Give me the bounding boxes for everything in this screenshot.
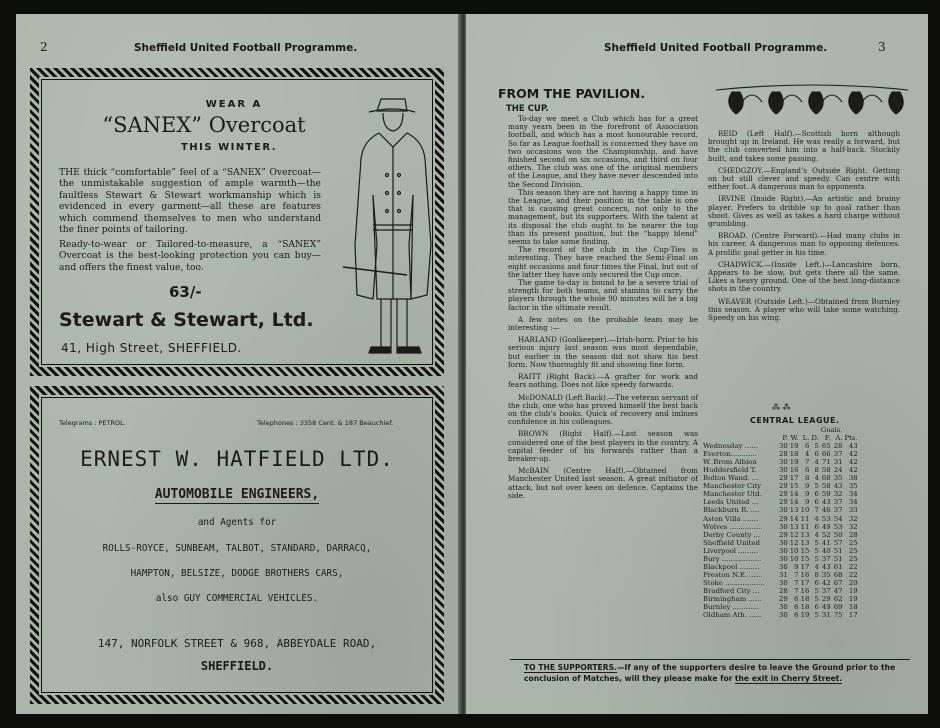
stat-cell: 30 — [779, 578, 788, 587]
stat-cell: 28 — [779, 586, 788, 595]
paragraph: This season they are not having a happy time in the League, and their position in the table is one that is causing great concern, not only to the management, but its supporters. With the talent at its disposal the club ought to be nearer the top than its present position, but the “happy blend” seems to take some finding. — [508, 187, 698, 247]
agents-line: and Agents for — [197, 517, 277, 528]
stat-cell: 15 — [800, 546, 810, 555]
stat-cell: 29 — [779, 498, 788, 507]
stat-cell: 12 — [789, 530, 799, 539]
stat-cell: 58 — [821, 482, 831, 491]
team-name: Huddersfield T. — [703, 466, 757, 475]
stat-cell: 30 — [779, 546, 788, 555]
league-row — [703, 490, 860, 498]
team-name: Manchester City — [703, 482, 761, 491]
central-league-title: CENTRAL LEAGUE. — [750, 416, 840, 425]
sanex-address: 41, High Street, SHEFFIELD. — [61, 341, 242, 355]
stat-cell: 30 — [779, 603, 788, 612]
stat-cell: 49 — [821, 522, 831, 531]
league-row — [703, 611, 860, 619]
running-head-left: Sheffield United Football Programme. — [134, 42, 358, 54]
stat-cell: 7 — [814, 506, 819, 515]
page-number-left: 2 — [40, 40, 48, 54]
column-header — [703, 434, 779, 442]
stat-cell: 51 — [833, 554, 843, 563]
stat-cell: 25 — [848, 546, 858, 555]
column-header: L. — [802, 434, 810, 443]
team-name: Birmingham ...... — [703, 594, 762, 603]
team-name: Bury .................. — [703, 554, 762, 563]
player-note: CHEDGZOY.—England’s Outside Right. Getting on but still clever and speedy. Can centre with either foot. A dangerous man to opponents. — [708, 165, 900, 192]
player-note: HARLAND (Goalkeeper).—Irish-born. Prior to his serious injury last season was most dependable, but earlier in the season did not show his best form. Now thoroughly fit and showing fine form. — [508, 335, 698, 369]
team-name: W. Brom Albion — [703, 458, 757, 467]
stat-cell: 7 — [794, 586, 799, 595]
cup-heading: THE CUP. — [506, 104, 549, 114]
stat-cell: 22 — [848, 562, 858, 571]
stat-cell: 15 — [789, 482, 799, 491]
stat-cell: 53 — [821, 514, 831, 523]
stat-cell: 11 — [800, 514, 810, 523]
stat-cell: 13 — [789, 522, 799, 531]
page-number-right: 3 — [878, 40, 886, 54]
player-note: McBAIN (Centre Half).—Obtained from Manchester United last season. A great initiator of attack, but not over keen on defence. Captains the side. — [508, 466, 698, 500]
stat-cell: 30 — [779, 554, 788, 563]
column-header-row — [703, 434, 860, 442]
stat-cell: 5 — [814, 442, 819, 451]
stat-cell: 29 — [779, 474, 788, 483]
stat-cell: 59 — [821, 490, 831, 499]
stat-cell: 53 — [833, 522, 843, 531]
sanex-title: “SANEX” Overcoat — [102, 113, 306, 137]
notice-exit: the exit in Cherry Street. — [734, 673, 843, 683]
telephones-line: Telephones : 3358 Cent. & 187 Beauchief. — [257, 419, 394, 427]
stat-cell: 42 — [848, 466, 858, 475]
stat-cell: 35 — [848, 482, 858, 491]
pavilion-title: FROM THE PAVILION. — [498, 86, 646, 101]
stat-cell: 43 — [821, 562, 831, 571]
stat-cell: 8 — [804, 474, 810, 483]
stat-cell: 65 — [821, 442, 831, 451]
league-row — [703, 531, 860, 539]
sanex-subtitle: THIS WINTER. — [180, 142, 278, 153]
league-row — [703, 442, 860, 450]
team-name: Everton............ — [703, 450, 757, 459]
stat-cell: 40 — [821, 546, 831, 555]
gentleman-in-overcoat-illustration — [337, 95, 447, 367]
stat-cell: 37 — [833, 450, 843, 459]
stat-cell: 12 — [789, 538, 799, 547]
stat-cell: 10 — [789, 554, 799, 563]
leaf-ornament-icon — [712, 82, 912, 122]
stat-cell: 16 — [789, 466, 799, 475]
stat-cell: 35 — [833, 474, 843, 483]
stat-cell: 13 — [800, 530, 810, 539]
team-name: Burnley ............ — [703, 603, 759, 612]
player-note: CHADWICK.—(Inside Left.)—Lancashire born. Appears to be slow, but gets there all the same. Likes a heavy ground. One of the best long-distance shots in the country. — [708, 259, 900, 294]
stat-cell: 4 — [814, 530, 819, 539]
stat-cell: 19 — [848, 594, 858, 603]
league-row — [703, 474, 860, 482]
stat-cell: 52 — [821, 530, 831, 539]
stat-cell: 31 — [833, 458, 843, 467]
team-name: Wednesday ...... — [703, 442, 758, 451]
stat-cell: 4 — [814, 514, 819, 523]
hatfield-address: 147, NORFOLK STREET & 968, ABBEYDALE ROAD, — [97, 637, 377, 650]
hatfield-trade-text: AUTOMOBILE ENGINEERS, — [154, 487, 320, 502]
team-name: Wolves ............... — [703, 522, 763, 531]
league-row — [703, 506, 860, 514]
stat-cell: 6 — [804, 442, 810, 451]
stat-cell: 32 — [848, 522, 858, 531]
player-note: REID (Left Half).—Scottish born although brought up in Ireland. He was really a forward, but the club converted him into a half-back. Stockily built, and takes some passing. — [708, 129, 900, 163]
asterism-ornament: ⁂ ⁂ — [772, 403, 791, 412]
stat-cell: 5 — [814, 586, 819, 595]
paragraph: A few notes on the probable team may be interesting :— — [508, 314, 698, 333]
notice-text: —If any of the supporters desire to leave the Ground prior to the conclusion of Matches, will they please make for — [524, 663, 896, 683]
stat-cell: 6 — [814, 490, 819, 499]
notice-rule-top — [510, 659, 910, 660]
stat-cell: 38 — [848, 474, 858, 483]
stat-cell: 6 — [814, 498, 819, 507]
sanex-body-copy: THE thick “comfortable” feel of a “SANEX” Overcoat—the unmistakable suggestion of ample warmth—the faultless Stewart & Stewart workmanship which is evidenced in every garment—all these are features which commend themselves to men who understand the finer points of tailoring. — [59, 167, 321, 236]
column-header: Pts. — [844, 434, 858, 443]
team-name: Preston N.E. ...... — [703, 570, 763, 579]
stat-cell: 9 — [804, 490, 810, 499]
stat-cell: 37 — [821, 554, 831, 563]
team-name: Oldham Ath. ...... — [703, 611, 763, 620]
stat-cell: 7 — [794, 570, 799, 579]
stat-cell: 14 — [789, 490, 799, 499]
stat-cell: 30 — [779, 466, 788, 475]
supporters-notice — [524, 663, 896, 685]
column-header: A. — [835, 434, 843, 443]
stat-cell: 7 — [804, 458, 810, 467]
column-header: W. — [790, 434, 799, 443]
stat-cell: 4 — [804, 450, 810, 459]
stat-cell: 31 — [779, 570, 788, 579]
stat-cell: 34 — [848, 490, 858, 499]
sanex-wear-line: WEAR A — [205, 99, 263, 110]
stat-cell: 7 — [794, 578, 799, 587]
stat-cell: 20 — [848, 578, 858, 587]
stat-cell: 17 — [848, 611, 858, 620]
stat-cell: 5 — [814, 611, 819, 620]
team-name: Blackpool ......... — [703, 562, 760, 571]
stat-cell: 15 — [800, 554, 810, 563]
team-name: Stoke .................. — [703, 578, 765, 587]
stat-cell: 32 — [848, 514, 858, 523]
stat-cell: 18 — [800, 603, 810, 612]
running-head-right: Sheffield United Football Programme. — [604, 42, 828, 54]
stat-cell: 17 — [800, 578, 810, 587]
league-row — [703, 587, 860, 595]
stat-cell: 9 — [804, 498, 810, 507]
league-row — [703, 603, 860, 611]
stat-cell: 4 — [814, 562, 819, 571]
hatfield-trade — [49, 487, 425, 502]
stat-cell: 29 — [779, 594, 788, 603]
paragraph: The record of the club in the Cup-Ties is interesting. They have reached the Semi-Final on eight occasions and four times the Final, but out of the latter they have only secured the Cup once. — [508, 245, 698, 279]
league-row — [703, 539, 860, 547]
stat-cell: 69 — [833, 603, 843, 612]
column-header: D. — [811, 434, 819, 443]
stat-cell: 32 — [833, 490, 843, 499]
stat-cell: 29 — [779, 514, 788, 523]
team-name: Bolton Wand. ... — [703, 474, 759, 483]
player-note: BROWN (Right Half).—Last season was considered one of the best players in the country. A capital feeder of his forwards rather than a breaker-up. — [508, 429, 698, 463]
stat-cell: 37 — [833, 498, 843, 507]
league-row — [703, 466, 860, 474]
league-row — [703, 458, 860, 466]
stat-cell: 18 — [848, 603, 858, 612]
stat-cell: 68 — [833, 570, 843, 579]
stat-cell: 13 — [800, 538, 810, 547]
league-row — [703, 482, 860, 490]
stat-cell: 30 — [779, 562, 788, 571]
central-league-table — [703, 426, 860, 619]
stat-cell: 4 — [814, 458, 819, 467]
league-row — [703, 498, 860, 506]
stat-cell: 28 — [833, 442, 843, 451]
paragraph: To-day we meet a Club which has for a great many years been in the forefront of Association football, and which has a most honourable record. So far as League football is concerned they have on two occasions won the Championship, and have finished second on six occasions, and third on four others. The club was one of the original members of the League, and they have never descended into the Second Division. — [508, 114, 698, 189]
stat-cell: 30 — [779, 506, 788, 515]
team-name: Manchester Utd. — [703, 490, 763, 499]
stat-cell: 58 — [821, 466, 831, 475]
stat-cell: 17 — [800, 562, 810, 571]
goals-header-row — [703, 426, 860, 434]
stat-cell: 6 — [794, 611, 799, 620]
stat-cell: 9 — [794, 562, 799, 571]
stat-cell: 42 — [848, 458, 858, 467]
stat-cell: 19 — [789, 442, 799, 451]
stat-cell: 71 — [821, 458, 831, 467]
stat-cell: 13 — [789, 506, 799, 515]
brands-line-2: HAMPTON, BELSIZE, DODGE BROTHERS CARS, — [130, 568, 344, 579]
stat-cell: 43 — [848, 442, 858, 451]
stat-cell: 41 — [821, 538, 831, 547]
stat-cell: 57 — [833, 538, 843, 547]
stat-cell: 37 — [833, 506, 843, 515]
stat-cell: 30 — [779, 442, 788, 451]
stat-cell: 6 — [794, 594, 799, 603]
league-row — [703, 450, 860, 458]
stat-cell: 17 — [789, 474, 799, 483]
stat-cell: 29 — [779, 482, 788, 491]
stat-cell: 30 — [779, 611, 788, 620]
league-row — [703, 555, 860, 563]
stat-cell: 35 — [821, 570, 831, 579]
stat-cell: 30 — [779, 458, 788, 467]
stat-cell: 19 — [789, 458, 799, 467]
stat-cell: 68 — [821, 474, 831, 483]
stat-cell: 24 — [833, 466, 843, 475]
player-note: McDONALD (Left Back).—The veteran servant of the club, one who has proved himself the best back on the club’s books. Quick of recovery and imbues confidence in his colleagues. — [508, 392, 698, 427]
stat-cell: 10 — [800, 506, 810, 515]
stat-cell: 43 — [833, 482, 843, 491]
stat-cell: 8 — [814, 570, 819, 579]
stat-cell: 42 — [848, 450, 858, 459]
brands-line-3: also GUY COMMERCIAL VEHICLES. — [155, 593, 319, 604]
column-header: P. — [782, 434, 788, 443]
paragraph: The game to-day is bound to be a severe trial of strength for both teams, and stamina to carry the players through the whole 90 minutes will be a big factor in the ultimate result. — [508, 278, 698, 312]
stat-cell: 10 — [789, 546, 799, 555]
stat-cell: 30 — [779, 522, 788, 531]
player-note: BROAD. (Centre Forward).—Had many clubs in his career. A dangerous man to opposing defences. A prolific goal getter in his time. — [708, 231, 900, 257]
player-note: WEAVER (Outside Left.)—Obtained from Burnley this season. A player who will take some watching. Speedy on his wing. — [708, 296, 900, 323]
stat-cell: 51 — [833, 546, 843, 555]
stat-cell: 18 — [800, 594, 810, 603]
left-page — [16, 14, 460, 714]
stat-cell: 8 — [814, 466, 819, 475]
stat-cell: 29 — [821, 594, 831, 603]
column-header: F. — [824, 434, 831, 443]
stat-cell: 18 — [789, 450, 799, 459]
stat-cell: 5 — [814, 554, 819, 563]
stat-cell: 6 — [804, 466, 810, 475]
stat-cell: 66 — [821, 450, 831, 459]
hatfield-advert — [30, 386, 444, 704]
stat-cell: 49 — [821, 603, 831, 612]
stat-cell: 28 — [779, 450, 788, 459]
stat-cell: 50 — [833, 530, 843, 539]
stat-cell: 19 — [800, 611, 810, 620]
stat-cell: 43 — [821, 498, 831, 507]
stat-cell: 6 — [814, 578, 819, 587]
stat-cell: 25 — [848, 554, 858, 563]
stat-cell: 6 — [794, 603, 799, 612]
stat-cell: 25 — [848, 538, 858, 547]
pavilion-right-column — [708, 130, 900, 322]
stat-cell: 5 — [814, 538, 819, 547]
notice-lead: TO THE SUPPORTERS. — [524, 663, 617, 672]
stat-cell: 61 — [833, 562, 843, 571]
stat-cell: 42 — [821, 578, 831, 587]
sanex-price: 63/- — [169, 283, 202, 301]
stat-cell: 14 — [789, 514, 799, 523]
stat-cell: 33 — [848, 506, 858, 515]
stat-cell: 75 — [833, 611, 843, 620]
league-row — [703, 579, 860, 587]
sanex-body-copy-2: Ready-to-wear or Tailored-to-measure, a “SANEX” Overcoat is the best-looking protection you can buy—and offers the finest value, too. — [59, 239, 321, 273]
sanex-firm-name: Stewart & Stewart, Ltd. — [59, 309, 314, 331]
player-note: RAITT (Right Back).—A grafter for work and fears nothing. Does not like speedy forwards. — [508, 372, 698, 390]
stat-cell: 54 — [833, 514, 843, 523]
telegrams-line: Telegrams : PETROL. — [59, 419, 126, 427]
stat-cell: 34 — [848, 498, 858, 507]
stat-cell: 22 — [848, 570, 858, 579]
goals-label: Goals. — [820, 426, 843, 434]
stat-cell: 47 — [833, 586, 843, 595]
team-name: Leeds United ... — [703, 498, 759, 507]
league-row — [703, 547, 860, 555]
stat-cell: 30 — [779, 538, 788, 547]
stat-cell: 14 — [789, 498, 799, 507]
pavilion-left-column — [508, 115, 698, 500]
stat-cell: 5 — [814, 546, 819, 555]
league-row — [703, 595, 860, 603]
stat-cell: 5 — [814, 482, 819, 491]
player-note: IRVINE (Inside Right).—An artistic and brainy player. Prefers to dribble up to goal rather than shoot. Gives as well as takes a hard charge without grumbling. — [708, 194, 900, 229]
stat-cell: 62 — [833, 594, 843, 603]
stat-cell: 29 — [779, 530, 788, 539]
team-name: Liverpool ......... — [703, 546, 758, 555]
stat-cell: 6 — [814, 450, 819, 459]
team-name: Bradford City ... — [703, 586, 760, 595]
stat-cell: 11 — [800, 522, 810, 531]
league-row — [703, 571, 860, 579]
stat-cell: 9 — [804, 482, 810, 491]
team-name: Blackburn R. .... — [703, 506, 760, 515]
league-row — [703, 563, 860, 571]
stat-cell: 5 — [814, 594, 819, 603]
sanex-advert — [30, 68, 444, 376]
brands-line-1: ROLLS-ROYCE, SUNBEAM, TALBOT, STANDARD, DARRACQ, — [102, 543, 372, 554]
stat-cell: 67 — [833, 578, 843, 587]
hatfield-company-name: ERNEST W. HATFIELD LTD. — [80, 447, 394, 471]
stat-cell: 6 — [814, 603, 819, 612]
stat-cell: 6 — [814, 522, 819, 531]
team-name: Sheffield United — [703, 538, 760, 547]
stat-cell: 4 — [814, 474, 819, 483]
team-name: Derby County ... — [703, 530, 761, 539]
stat-cell: 29 — [779, 490, 788, 499]
stat-cell: 16 — [800, 586, 810, 595]
stat-cell: 28 — [848, 530, 858, 539]
league-row — [703, 515, 860, 523]
team-name: Aston Villa ....... — [703, 514, 759, 523]
stat-cell: 46 — [821, 506, 831, 515]
stat-cell: 37 — [821, 586, 831, 595]
league-row — [703, 523, 860, 531]
stat-cell: 31 — [821, 611, 831, 620]
hatfield-city: SHEFFIELD. — [200, 659, 274, 673]
right-page — [466, 14, 928, 714]
stat-cell: 16 — [800, 570, 810, 579]
stat-cell: 19 — [848, 586, 858, 595]
